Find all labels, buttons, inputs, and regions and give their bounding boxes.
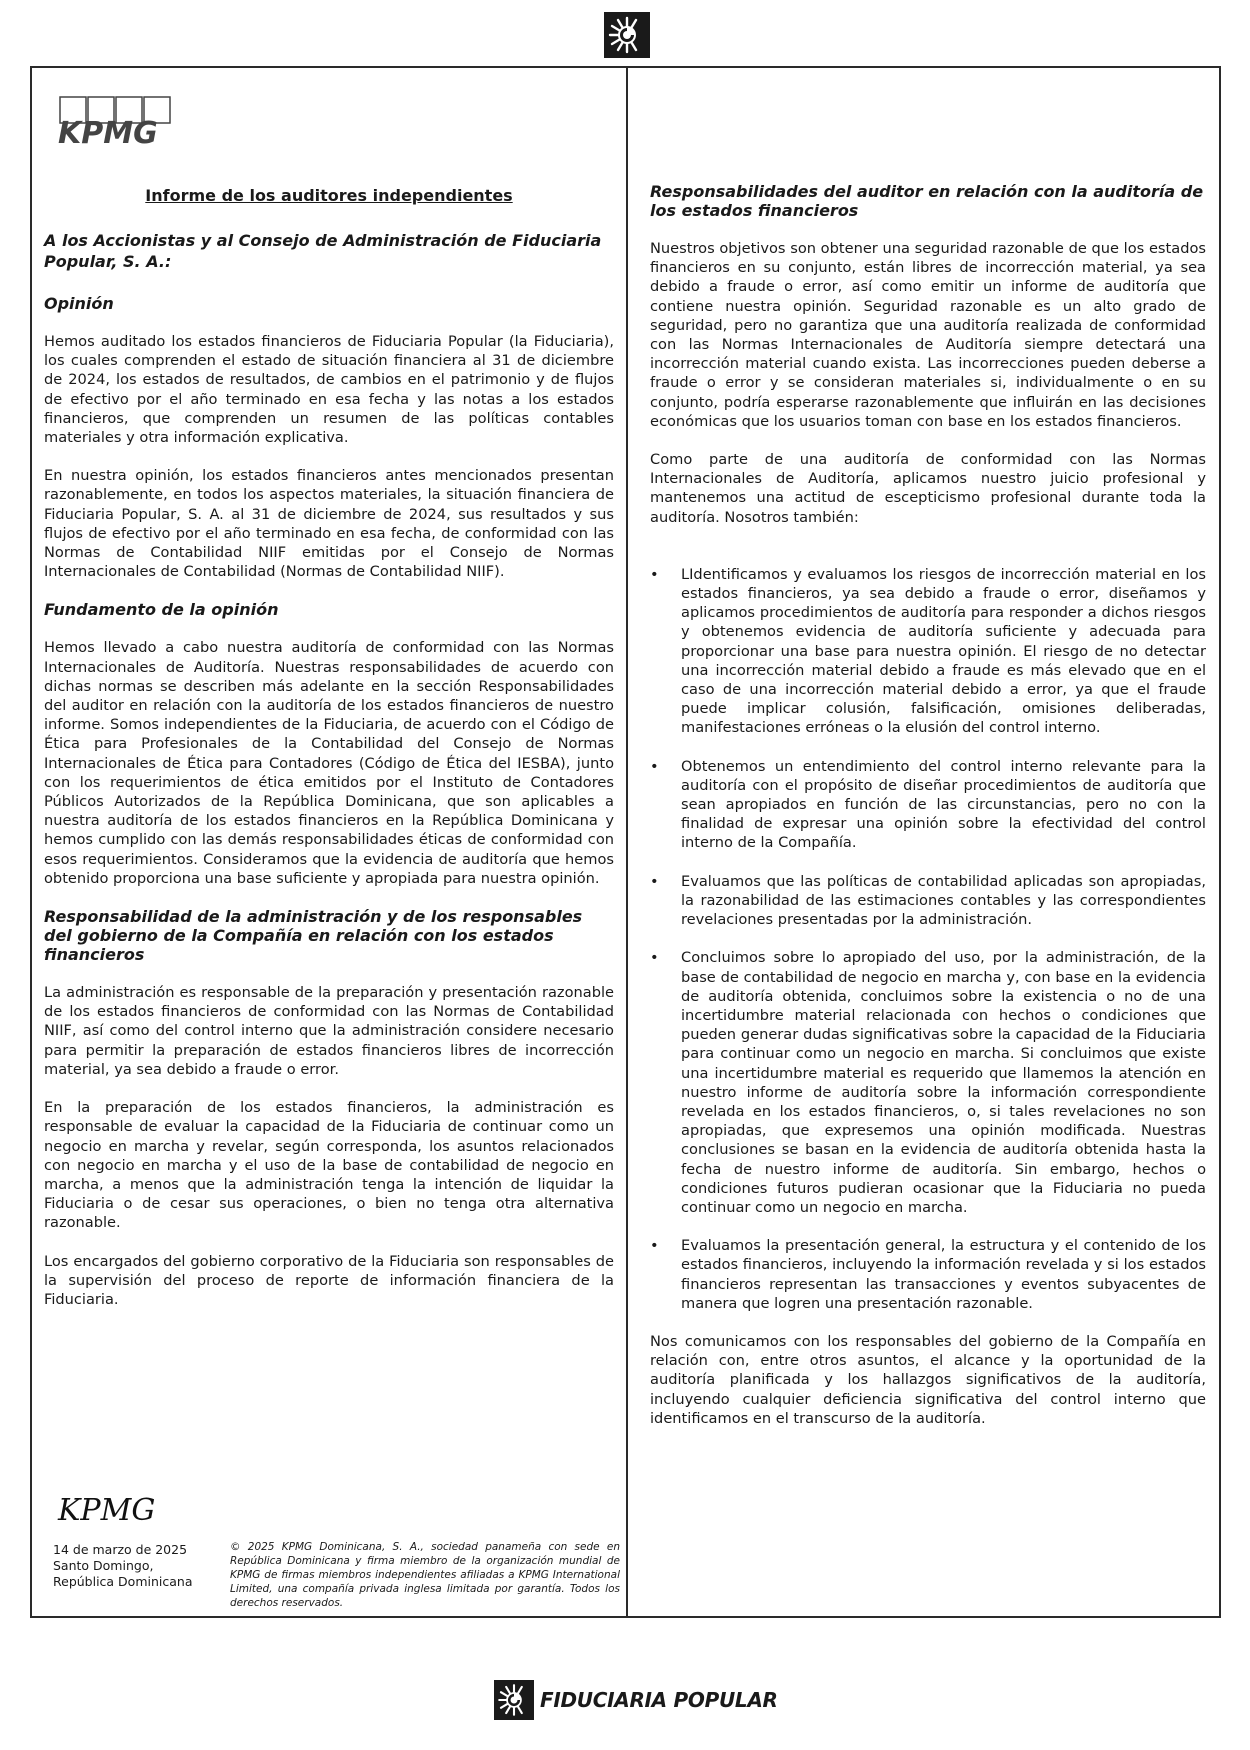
report-date: 14 de marzo de 2025 [53, 1542, 188, 1557]
fiduciaria-popular-emblem-icon [604, 12, 650, 58]
date-location [53, 1542, 193, 1590]
basis-heading: Fundamento de la opinión [44, 600, 279, 620]
opinion-paragraph-1: Hemos auditado los estados financieros de Fiduciaria Popular (la Fiduciaria), los cuales comprenden el estado de situación financiera al 31 de diciembre de 2024, los estados de resultados, de cambios en el patrimonio y de flujos de efectivo por el año terminado en esa fecha y las notas a los estados financieros, que comprenden un resumen de las políticas contables materiales y otra información explicativa. [44, 333, 614, 447]
report-city: Santo Domingo, [53, 1558, 154, 1573]
copyright-notice: © 2025 KPMG Dominicana, S. A., sociedad panameña con sede en República Dominicana y firma miembro de la organización mundial de KPMG de firmas miembros independientes afiliadas a KPMG International Limited, una compañía privada inglesa limitada por garantía. Todos los derechos reservados. [230, 1541, 620, 1609]
report-country: República Dominicana [53, 1574, 193, 1589]
bullet-icon: • [650, 565, 659, 583]
auditor-paragraph-2: Como parte de una auditoría de conformidad con las Normas Internacionales de Auditoría, aplicamos nuestro juicio profesional y mantenemos una actitud de escepticismo profesional durante toda la auditoría. Nosotros también: [650, 451, 1206, 526]
kpmg-logo [56, 96, 172, 146]
list-item: • Concluimos sobre lo apropiado del uso, por la administración, de la base de contabilidad de negocio en marcha y, con base en la evidencia de auditoría obtenida, concluimos sobre la existencia o no de una incertidumbre material relacionada con hechos o condiciones que pueden generar dudas significativas sobre la capacidad de la Fiduciaria para continuar como un negocio en marcha. Si concluimos que existe una incertidumbre material es requerido que llamemos la atención en nuestro informe de auditoría sobre la información correspondiente revelada en los estados financieros, o, si tales revelaciones no son apropiadas, que expresemos una opinión modificada. Nuestras conclusiones se basan en la evidencia de auditoría obtenida hasta la fecha de nuestro informe de auditoría. Sin embargo, hechos o condiciones futuros pudieran ocasionar que la Fiduciaria no pueda continuar como un negocio en marcha. [650, 949, 1206, 1216]
list-item: • Evaluamos la presentación general, la estructura y el contenido de los estados financieros, incluyendo la información revelada y si los estados financieros representan las transacciones y eventos subyacentes de manera que logren una presentación razonable. [650, 1237, 1206, 1312]
bullet-icon: • [650, 1237, 659, 1255]
bullet-icon: • [650, 757, 659, 775]
kpmg-signature [56, 1488, 156, 1532]
opinion-heading: Opinión [44, 294, 114, 313]
report-frame [30, 66, 1221, 1618]
management-paragraph-2: En la preparación de los estados financieros, la administración es responsable de evaluar la capacidad de la Fiduciaria de continuar como un negocio en marcha y revelar, según corresponda, los asuntos relacionados con negocio en marcha y el uso de la base de contabilidad de negocio en marcha, a menos que la administración tenga la intención de liquidar la Fiduciaria o de cesar sus operaciones, o bien no tenga otra alternativa razonable. [44, 1099, 614, 1232]
management-paragraph-3: Los encargados del gobierno corporativo de la Fiduciaria son responsables de la supervisión del proceso de reporte de información financiera de la Fiduciaria. [44, 1252, 614, 1308]
bullet-icon: • [650, 949, 659, 967]
svg-text:KPMG: KPMG [58, 1493, 156, 1528]
addressee: A los Accionistas y al Consejo de Administración de Fiduciaria Popular, S. A.: [44, 231, 602, 271]
footer-brand-name: FIDUCIARIA POPULAR [540, 1688, 778, 1712]
left-body [44, 294, 614, 1328]
fiduciaria-popular-emblem-icon [494, 1680, 534, 1720]
right-body [650, 182, 1206, 1447]
auditor-bullet-list [650, 565, 1206, 1313]
basis-paragraph: Hemos llevado a cabo nuestra auditoría de conformidad con las Normas Internacionales de Auditoría. Nuestras responsabilidades de acuerdo con dichas normas se describen más adelante en la sección Responsabilidades del auditor en relación con la auditoría de los estados financieros de nuestro informe. Somos independientes de la Fiduciaria, de acuerdo con el Código de Ética para Profesionales de la Contabilidad del Consejo de Normas Internacionales de Ética para Contadores (Código de Ética del IESBA), junto con los requerimientos de ética emitidos por el Instituto de Contadores Públicos Autorizados de la República Dominicana, que son aplicables a nuestra auditoría de los estados financieros en la República Dominicana y hemos cumplido con las demás responsabilidades éticas de conformidad con esos requerimientos. Consideramos que la evidencia de auditoría que hemos obtenido proporciona una base suficiente y apropiada para nuestra opinión. [44, 639, 614, 887]
list-item: • Evaluamos que las políticas de contabilidad aplicadas son apropiadas, la razonabilidad de las estimaciones contables y las correspondientes revelaciones presentadas por la administración. [650, 872, 1206, 929]
management-paragraph-1: La administración es responsable de la preparación y presentación razonable de los estados financieros de conformidad con las Normas de Contabilidad NIIF, así como del control interno que la administración considere necesario para permitir la preparación de estados financieros libres de incorrección material, ya sea debido a fraude o error. [44, 984, 614, 1078]
column-divider [626, 68, 628, 1616]
bullet-icon: • [650, 872, 659, 890]
list-item: • LIdentificamos y evaluamos los riesgos de incorrección material en los estados financieros, ya sea debido a fraude o error, diseñamos y aplicamos procedimientos de auditoría para responder a dichos riesgos y obtenemos evidencia de auditoría suficiente y adecuada para proporcionar una base para nuestra opinión. El riesgo de no detectar una incorrección material debido a fraude es más elevado que en el caso de una incorrección material debido a error, ya que el fraude puede implicar colusión, falsificación, omisiones deliberadas, manifestaciones erróneas o la elusión del control interno. [650, 565, 1206, 737]
list-item: • Obtenemos un entendimiento del control interno relevante para la auditoría con el propósito de diseñar procedimientos de auditoría que sean apropiados en función de las circunstancias, pero no con la finalidad de expresar una opinión sobre la efectividad del control interno de la Compañía. [650, 757, 1206, 852]
svg-text:KPMG: KPMG [58, 116, 158, 146]
footer-brand [494, 1680, 778, 1720]
auditor-paragraph-3: Nos comunicamos con los responsables del gobierno de la Compañía en relación con, entre otros asuntos, el alcance y la oportunidad de la auditoría planificada y los hallazgos significativos de la auditoría, incluyendo cualquier deficiencia significativa del control interno que identificamos en el transcurso de la auditoría. [650, 1332, 1206, 1427]
management-heading: Responsabilidad de la administración y de los responsables del gobierno de la Compañía en relación con los estados financieros [44, 907, 583, 965]
report-title: Informe de los auditores independientes [145, 186, 513, 205]
auditor-paragraph-1: Nuestros objetivos son obtener una seguridad razonable de que los estados financieros en su conjunto, están libres de incorrección material, ya sea debido a fraude o error, así como emitir un informe de auditoría que contiene nuestra opinión. Seguridad razonable es un alto grado de seguridad, pero no garantiza que una auditoría realizada de conformidad con las Normas Internacionales de Auditoría siempre detectará una incorrección material cuando exista. Las incorrecciones pueden deberse a fraude o error y se consideran materiales si, individualmente o en su conjunto, podría esperarse razonablemente que influirán en las decisiones económicas que los usuarios toman con base en los estados financieros. [650, 240, 1206, 430]
opinion-paragraph-2: En nuestra opinión, los estados financieros antes mencionados presentan razonablemente, en todos los aspectos materiales, la situación financiera de Fiduciaria Popular, S. A. al 31 de diciembre de 2024, sus resultados y sus flujos de efectivo por el año terminado en esa fecha, de conformidad con las Normas de Contabilidad NIIF emitidas por el Consejo de Normas Internacionales de Contabilidad (Normas de Contabilidad NIIF). [44, 467, 614, 581]
auditor-heading: Responsabilidades del auditor en relación con la auditoría de los estados financieros [650, 182, 1204, 220]
